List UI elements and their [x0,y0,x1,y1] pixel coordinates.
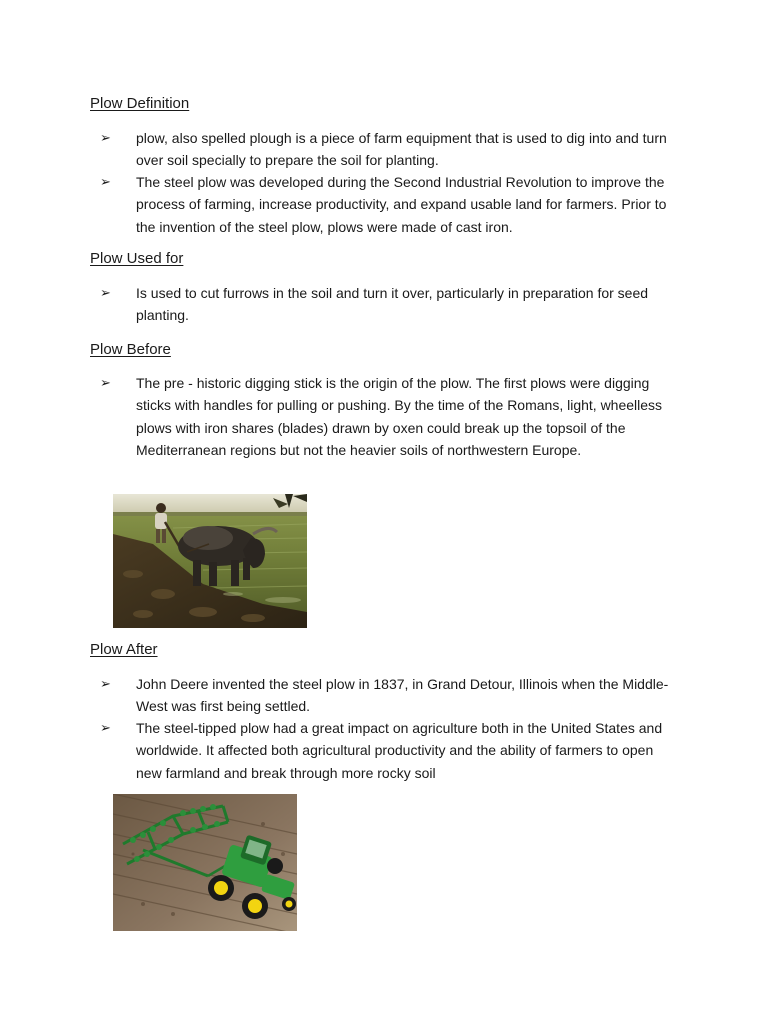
bullet-arrow-icon: ➢ [100,130,111,145]
paragraph-used-for: Is used to cut furrows in the soil and turn it over, particularly in preparation for seed planting. [136,285,649,324]
photo-green-tractor-with-disc-harrow [113,794,297,931]
heading-plow-definition: Plow Definition [90,95,190,112]
heading-plow-used-for: Plow Used for [90,250,184,267]
bullet-arrow-icon: ➢ [100,285,111,300]
paragraph-before: The pre - historic digging stick is the origin of the plow. The first plows were digging sticks with handles for pulling or pushing. By the time of the Romans, light, wheelless plows with iron shares (blades) drawn by oxen could break up the topsoil of the Mediterranean regions but not the heavier soils of northwestern Europe. [136,375,663,458]
bullet-arrow-icon: ➢ [100,676,111,691]
photo-water-buffalo-plowing [113,494,307,628]
heading-plow-after: Plow After [90,641,158,658]
paragraph-definition-1: plow, also spelled plough is a piece of farm equipment that is used to dig into and turn over soil specially to prepare the soil for planting. [136,130,667,169]
heading-plow-before: Plow Before [90,341,171,358]
paragraph-after-1: John Deere invented the steel plow in 1837, in Grand Detour, Illinois when the Middle-West was first being settled. [136,676,669,715]
bullet-arrow-icon: ➢ [100,720,111,735]
bullet-arrow-icon: ➢ [100,174,111,189]
paragraph-after-2: The steel-tipped plow had a great impact on agriculture both in the United States and worldwide. It affected both agricultural productivity and the ability of farmers to open new farmland and break through more rocky soil [136,720,663,781]
bullet-arrow-icon: ➢ [100,375,111,390]
paragraph-definition-2: The steel plow was developed during the Second Industrial Revolution to improve the process of farming, increase productivity, and expand usable land for farmers. Prior to the invention of the steel plow, plows were made of cast iron. [136,174,667,235]
